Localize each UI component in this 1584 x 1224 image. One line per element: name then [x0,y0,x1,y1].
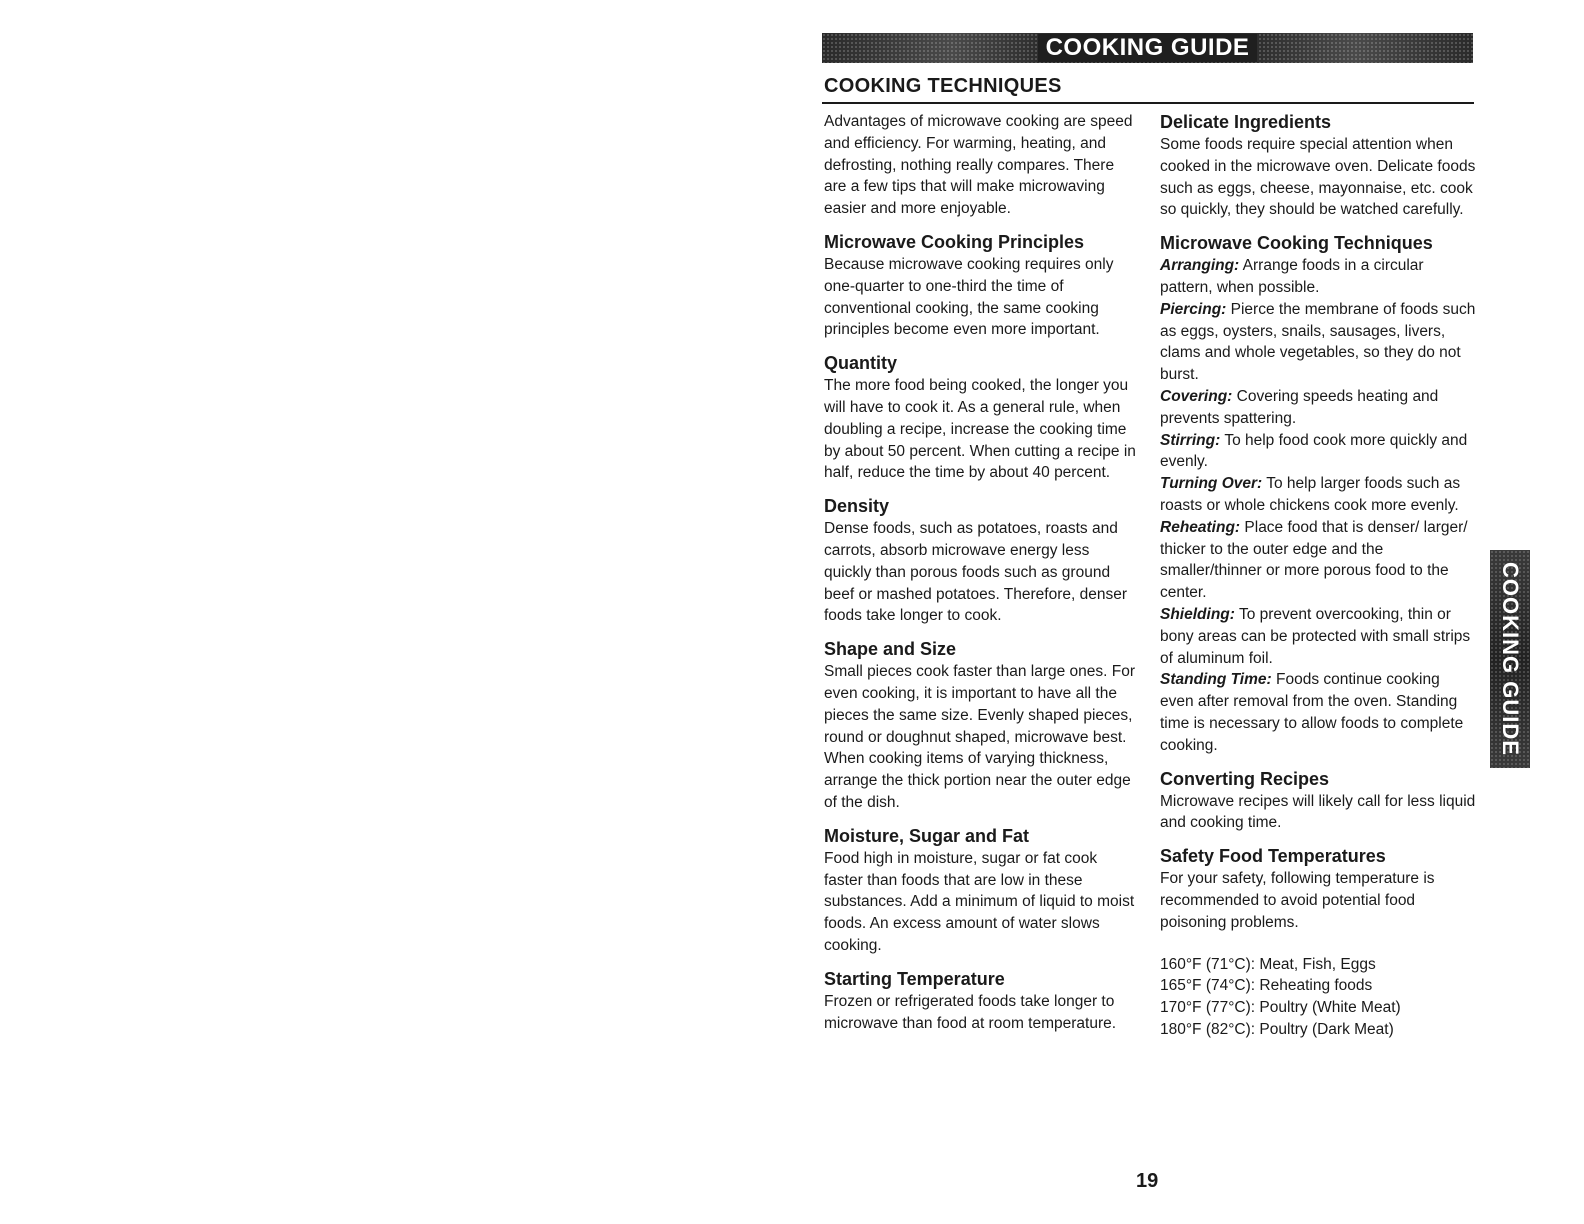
technique-text: To help food cook more quickly and evenly. [1160,431,1468,471]
technique-term: Stirring: [1160,431,1221,449]
technique-item [1160,517,1476,604]
temperature-item: 170°F (77°C): Poultry (White Meat) [1160,999,1401,1017]
section-body: Dense foods, such as potatoes, roasts and carrots, absorb microwave energy less quickly than porous foods such as ground beef or mashed potatoes. Therefore, denser foods take longer to cook. [824,520,1128,625]
section-title: COOKING TECHNIQUES [824,75,1062,97]
section-body: Frozen or refrigerated foods take longer to microwave than food at room temperature. [824,992,1117,1032]
section-heading: Shape and Size [824,639,957,660]
section-heading: Starting Temperature [824,968,1005,989]
section-body: Microwave recipes will likely call for less liquid and cooking time. [1160,792,1476,832]
section-heading: Delicate Ingredients [1160,112,1332,132]
temperature-list [1160,954,1476,1041]
technique-item [1160,473,1476,517]
temperature-item: 165°F (74°C): Reheating foods [1160,977,1373,995]
intro-section [824,111,1140,220]
cooking-guide-banner [822,33,1473,63]
quantity-section [824,352,1140,484]
section-heading: Quantity [824,353,898,374]
safety-section [1160,845,1476,1041]
technique-term: Piercing: [1160,300,1227,318]
intro-text: Advantages of microwave cooking are speed and efficiency. For warming, heating, and defrosting, nothing really compares. There are a few tips that will make microwaving easier and more enjoyable. [824,113,1133,218]
technique-term: Standing Time: [1160,671,1272,689]
section-heading: Safety Food Temperatures [1160,846,1386,867]
technique-item [1160,669,1476,756]
technique-term: Arranging: [1160,257,1240,275]
technique-text: Covering speeds heating and prevents spattering. [1160,387,1439,427]
technique-item [1160,255,1476,299]
shape-size-section [824,638,1140,814]
technique-text: To prevent overcooking, thin or bony areas can be protected with small strips of aluminum foil. [1160,605,1471,667]
section-heading: Microwave Cooking Principles [824,231,1085,252]
technique-item [1160,386,1476,430]
technique-item [1160,299,1476,386]
section-heading: Moisture, Sugar and Fat [824,825,1030,846]
technique-text: Place food that is denser/ larger/ thicker to the outer edge and the smaller/thinner or more porous food to the center. [1160,518,1468,602]
technique-text: To help larger foods such as roasts or whole chickens cook more evenly. [1160,475,1461,514]
principles-section [824,231,1140,341]
section-body: The more food being cooked, the longer you will have to cook it. As a general rule, when doubling a recipe, increase the cooking time by about 50 percent. When cutting a recipe in half, reduce the time by about 40 percent. [824,377,1136,482]
section-body: Small pieces cook faster than large ones. For even cooking, it is important to have all the pieces the same size. Evenly shaped pieces, round or doughnut shaped, microwave best. When cooking items of varying thickness, arrange the thick portion near the outer edge of the dish. [824,663,1136,811]
left-column [824,111,1140,1045]
section-heading: Converting Recipes [1160,768,1330,789]
side-tab [1490,550,1530,768]
section-body: Some foods require special attention when cooked in the microwave oven. Delicate foods such as eggs, cheese, mayonnaise, etc. cook so quickly, they should be watched carefully. [1160,136,1476,219]
technique-text: Foods continue cooking even after removal from the oven. Standing time is necessary to allow foods to complete cooking. [1160,671,1464,754]
section-body: Because microwave cooking requires only one-quarter to one-third the time of conventional cooking, the same cooking principles become even more important. [824,255,1114,339]
density-section [824,495,1140,627]
technique-term: Shielding: [1160,605,1235,623]
technique-term: Turning Over: [1160,475,1263,493]
temperature-item: 160°F (71°C): Meat, Fish, Eggs [1160,955,1376,973]
delicate-section [1160,111,1476,221]
section-body: Food high in moisture, sugar or fat cook faster than foods that are low in these substances. Add a minimum of liquid to moist foods. An excess amount of water slows cooking. [824,849,1135,954]
page-number: 19 [1136,1170,1159,1192]
technique-text: Arrange foods in a circular pattern, when possible. [1160,257,1424,296]
right-column [1160,111,1476,1052]
techniques-section [1160,232,1476,756]
section-rule [822,102,1474,104]
section-heading: Density [824,496,890,517]
moisture-section [824,825,1140,957]
starting-temp-section [824,968,1140,1035]
technique-text: Pierce the membrane of foods such as eggs, oysters, snails, sausages, livers, clams and whole vegetables, so they do not burst. [1160,300,1476,384]
technique-term: Covering: [1160,387,1233,405]
temperature-item: 180°F (82°C): Poultry (Dark Meat) [1160,1020,1394,1038]
section-body: For your safety, following temperature is recommended to avoid potential food poisoning problems. [1160,870,1435,931]
section-heading: Microwave Cooking Techniques [1160,233,1433,254]
side-tab-label: COOKING GUIDE [1498,562,1523,756]
technique-item [1160,604,1476,669]
converting-section [1160,768,1476,835]
technique-item [1160,430,1476,474]
technique-term: Reheating: [1160,518,1241,536]
banner-title: COOKING GUIDE [1038,34,1258,62]
